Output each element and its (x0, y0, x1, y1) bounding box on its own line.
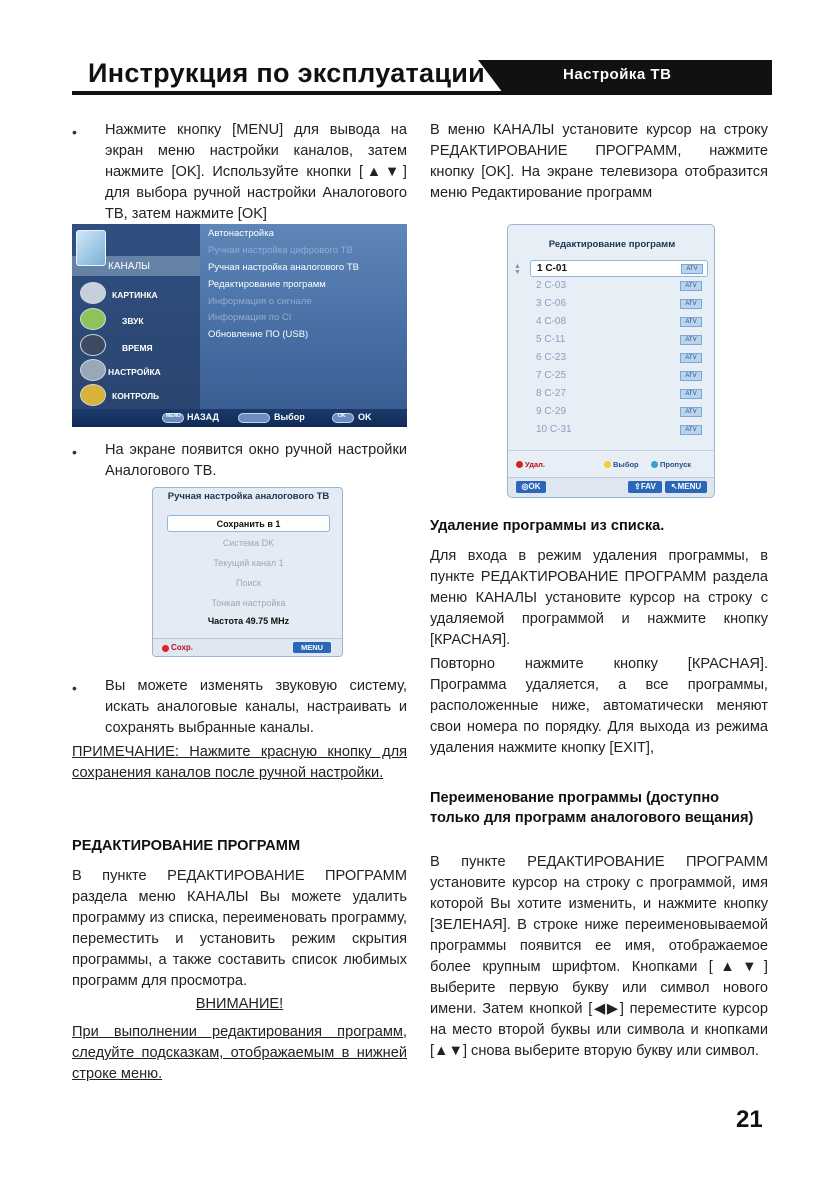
atv-badge: ATV (680, 335, 702, 345)
program-name: 5 C-11 (536, 334, 566, 345)
menu-item-ci-info: Информация по CI (208, 312, 292, 323)
delete-program-text-1: Для входа в режим удаления программы, в пункте РЕДАКТИРОВАНИЕ ПРОГРАММ раздела меню КАНАЛЫ установите курсор на строку с удаляемой программой и нажмите кнопку [КРАСНАЯ]. (430, 548, 768, 648)
section-title: Настройка ТВ (563, 66, 672, 83)
program-name: 4 C-08 (536, 316, 567, 327)
hint-back: НАЗАД (187, 412, 219, 422)
program-row (530, 278, 708, 295)
row-current-channel: Текущий канал 1 (213, 558, 284, 568)
category-sound: ЗВУК (122, 316, 144, 326)
atv-badge: ATV (680, 317, 702, 327)
settings-icon (80, 359, 106, 381)
page-number: 21 (736, 1106, 763, 1133)
sound-icon (80, 308, 106, 330)
row-system: Система DK (222, 538, 275, 548)
menu-hint-button: ↖MENU (665, 481, 707, 493)
channels-menu-screenshot (72, 224, 407, 427)
program-name: 8 C-27 (536, 388, 567, 399)
attention-text: При выполнении редактирования программ, следуйте подсказкам, отображаемым в нижней строке меню. (72, 1024, 407, 1082)
bullet-marker: • (72, 680, 77, 696)
document-title: Инструкция по эксплуатации (88, 58, 486, 88)
arrow-keys-icon (238, 413, 270, 423)
edit-programs-heading: РЕДАКТИРОВАНИЕ ПРОГРАММ (72, 838, 301, 854)
menu-key-label: MENU (166, 413, 181, 419)
bullet-text-system: Вы можете изменять звуковую систему, искать аналоговые каналы, настраивать и сохранять выбранные каналы. (105, 678, 407, 736)
red-button-icon (516, 461, 523, 468)
row-frequency: Частота 49.75 MHz (207, 616, 290, 626)
program-edit-intro: В меню КАНАЛЫ установите курсор на строку РЕДАКТИРОВАНИЕ ПРОГРАММ, нажмите кнопку [OK]. На экране телевизора отобразится меню Редактирование программ (430, 122, 768, 201)
program-row (530, 260, 708, 277)
delete-program-text-2: Повторно нажмите кнопку [КРАСНАЯ]. Программа удаляется, а все программы, расположенные ниже, автоматически меняют свои номера по порядку. Для выхода из режима удаления нажмите кнопку [EXIT], (430, 656, 768, 756)
atv-badge: ATV (680, 371, 702, 381)
program-row (530, 296, 708, 313)
channels-icon (76, 230, 106, 266)
up-down-icon: ▲ ▼ (514, 263, 521, 276)
program-name: 7 C-25 (536, 370, 567, 381)
program-row (530, 368, 708, 385)
attention-label: ВНИМАНИЕ! (195, 996, 284, 1012)
picture-icon (80, 282, 106, 304)
delete-program-heading: Удаление программы из списка. (430, 518, 665, 534)
program-name: 6 C-23 (536, 352, 567, 363)
category-time: ВРЕМЯ (122, 343, 153, 353)
menu-item-auto-tune: Автонастройка (208, 228, 274, 239)
atv-badge: ATV (680, 407, 702, 417)
program-row (530, 422, 708, 439)
ok-hint-button: ◎OK (516, 481, 546, 493)
bullet-marker: • (72, 444, 77, 460)
lock-icon (80, 384, 106, 406)
program-name: 2 C-03 (536, 280, 567, 291)
menu-item-digital-manual: Ручная настройка цифрового ТВ (208, 245, 353, 256)
category-setup: НАСТРОЙКА (108, 367, 161, 377)
program-row (530, 350, 708, 367)
menu-hint-button: MENU (293, 642, 331, 653)
rename-program-text: В пункте РЕДАКТИРОВАНИЕ ПРОГРАММ установите курсор на строку с программой, имя которой Вы хотите изменить, и нажмите кнопку [ЗЕЛЕНАЯ]. В строке ниже переименовываемой программы появится ее имя, отображаемое более крупным шрифтом. Кнопками [▲▼] выберите первую букву или символ нового имени. Затем кнопкой [◀▶] переместите курсор на место второй буквы или символа и кнопками [▲▼] снова выберите вторую букву или символ. (430, 854, 768, 1059)
category-channels: КАНАЛЫ (108, 261, 151, 272)
yellow-button-icon (604, 461, 611, 468)
save-hint: Сохр. (171, 643, 194, 652)
hint-select: Выбор (274, 412, 305, 422)
ok-hint-label: OK (528, 482, 541, 491)
atv-badge: ATV (681, 264, 703, 274)
manual-tuning-title: Ручная настройка аналогового ТВ (167, 491, 330, 502)
program-name: 1 C-01 (537, 263, 568, 274)
program-edit-title: Редактирование программ (548, 239, 676, 250)
ok-key-label: OK (338, 413, 346, 419)
program-name: 9 C-29 (536, 406, 567, 417)
category-control: КОНТРОЛЬ (112, 391, 160, 401)
row-save-to: Сохранить в 1 (167, 515, 330, 532)
bullet-text-manual-window: На экране появится окно ручной настройки Аналогового ТВ. (105, 442, 407, 479)
rename-program-heading: Переименование программы (доступно только для программ аналогового вещания) (430, 790, 754, 826)
bullet-marker: • (72, 124, 77, 140)
menu-item-analog-manual: Ручная настройка аналогового ТВ (208, 262, 359, 273)
atv-badge: ATV (680, 299, 702, 309)
hint-ok: OK (358, 412, 372, 422)
row-search: Поиск (236, 578, 261, 588)
fav-hint-button: ⇪FAV (628, 481, 662, 493)
row-fine-tune: Тонкая настройка (211, 598, 286, 608)
atv-badge: ATV (680, 425, 702, 435)
program-edit-screenshot (507, 224, 715, 498)
legend-select: Выбор (613, 460, 639, 469)
cyan-button-icon (651, 461, 658, 468)
atv-badge: ATV (680, 389, 702, 399)
edit-programs-text: В пункте РЕДАКТИРОВАНИЕ ПРОГРАММ раздела меню КАНАЛЫ Вы можете удалить программу из списка, переименовать программу, переместить и установить режим скрытия программы, а также составить список любимых программ для просмотра. (72, 868, 407, 989)
atv-badge: ATV (680, 281, 702, 291)
legend-skip: Пропуск (660, 460, 691, 469)
note-text: ПРИМЕЧАНИЕ: Нажмите красную кнопку для сохранения каналов после ручной настройки. (72, 744, 407, 781)
program-name: 3 C-06 (536, 298, 567, 309)
fav-hint-label: FAV (640, 482, 656, 491)
clock-icon (80, 334, 106, 356)
red-button-icon (162, 645, 169, 652)
program-row (530, 404, 708, 421)
bullet-text-menu: Нажмите кнопку [MENU] для вывода на экран меню настройки каналов, затем нажмите [OK]. Используйте кнопки [▲▼] для выбора ручной настройки Аналогового ТВ, затем нажмите [OK] (105, 122, 407, 222)
legend-separator (508, 450, 715, 451)
menu-hint-label: MENU (677, 482, 702, 491)
menu-item-program-edit: Редактирование программ (208, 279, 326, 290)
program-row (530, 386, 708, 403)
menu-item-software-update: Обновление ПО (USB) (208, 329, 309, 340)
legend-delete: Удал. (525, 460, 545, 469)
category-picture: КАРТИНКА (112, 290, 158, 300)
program-name: 10 C-31 (536, 424, 572, 435)
program-row (530, 314, 708, 331)
atv-badge: ATV (680, 353, 702, 363)
program-row (530, 332, 708, 349)
manual-tuning-screenshot (152, 487, 343, 657)
menu-item-signal-info: Информация о сигнале (208, 296, 312, 307)
